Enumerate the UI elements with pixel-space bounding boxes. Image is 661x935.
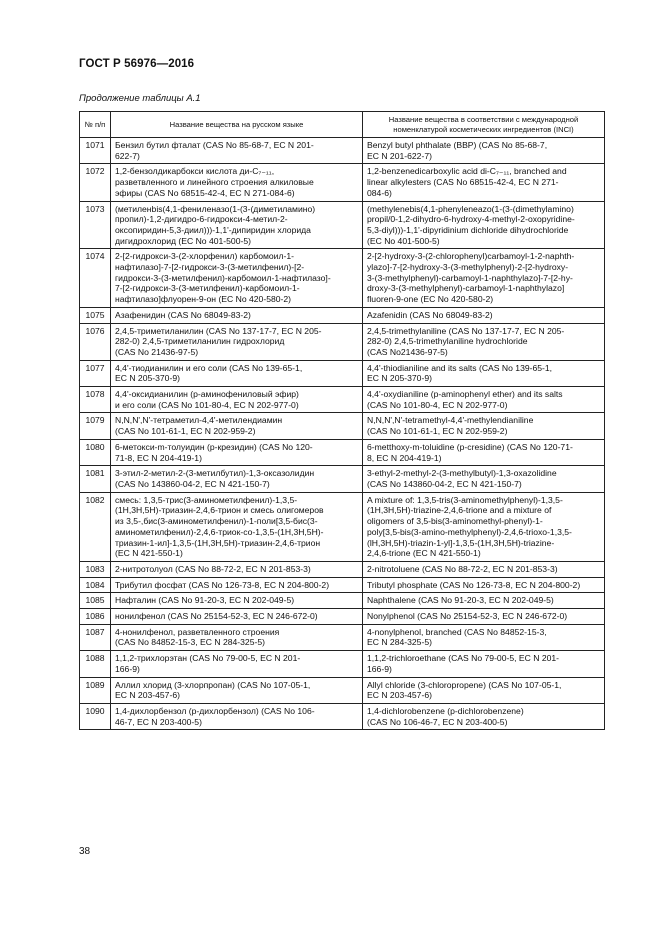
table-row [80,609,605,625]
russian-name: Нафталин (CAS No 91-20-3, EC N 202-049-5) [111,593,363,609]
table-row [80,439,605,465]
table-row [80,138,605,164]
inci-name: Tributyl phosphate (CAS No 126-73-8, EC N 204-800-2) [363,577,605,593]
page-number: 38 [79,846,91,857]
inci-name: A mixture of: 1,3,5-tris(3-aminomethylphenyl)-1,3,5- (1H,3H,5H)-triazine-2,4,6-trione and a mixture of oligomers of 3,5-bis(3-aminomethyl-phenyl)-1- poly[3,5-bis(3-amino-methylphenyl)-2,4,6-trioxo-1,3,5- (lH,3H,5H)-triazin-1-yl]-1,3,5-(1H,3H,5H)-triazine- 2,4,6-trione (EC N 421-550-1) [363,492,605,561]
substances-table [79,111,605,730]
russian-name: 2-[2-гидрокси-3-(2-хлорфенил) карбомоил-1- нафтилазо]-7-[2-гидрокси-3-(3-метилфенил)-[2- гидрокси-3-(3-метилфенил)-карбомоил-1-нафтилазо]- 7-[2-гидрокси-3-(3-метилфенил)-карбомоил-1- нафтилазо]флуорен-9-он (EC No 420-580-2) [111,249,363,308]
russian-name: Трибутил фосфат (CAS No 126-73-8, EC N 204-800-2) [111,577,363,593]
inci-name: (methylenebis(4,1-phenyleneazo(1-(3-(dimethylamino) propil/0-1,2-dihydro-6-hydroxy-4-methyl-2-oxopyridine- 5,3-diyl)))-1,1'-dipyridinium dichloride dihydrochloride (EC No 401-500-5) [363,201,605,249]
russian-name: Бензил бутил фталат (CAS No 85-68-7, EC N 201- 622-7) [111,138,363,164]
russian-name: Азафенидин (CAS No 68049-83-2) [111,307,363,323]
row-number: 1083 [80,561,111,577]
row-number: 1082 [80,492,111,561]
inci-name: 4-nonylphenol, branched (CAS No 84852-15-3, EC N 284-325-5) [363,624,605,650]
table-header-row [80,112,605,138]
russian-name: нонилфенол (CAS No 25154-52-3, EC N 246-672-0) [111,609,363,625]
inci-name: Nonylphenol (CAS No 25154-52-3, EC N 246-672-0) [363,609,605,625]
column-header-number: № п/п [80,112,111,138]
table-row [80,492,605,561]
inci-name: Benzyl butyl phthalate (BBP) (CAS No 85-68-7, EC N 201-622-7) [363,138,605,164]
russian-name: смесь: 1,3,5-трис(3-аминометилфенил)-1,3,5- (1Н,3Н,5Н)-триазин-2,4,6-трион и смесь олигомеров из 3,5-,бис(3-аминометилфенил)-1-поли[3,5-бис(3- аминометилфенил)-2,4,6-триок-со-1,3,5-(1Н,3Н,5Н)- триазин-1-ил]-1,3,5-(1Н,3Н,5Н)-триазин-2,4,6-трион (EC N 421-550-1) [111,492,363,561]
inci-name: 3-ethyl-2-methyl-2-(3-methylbutyl)-1,3-oxazolidine (CAS No 143860-04-2, EC N 421-150-7) [363,466,605,492]
russian-name: 4-нонилфенол, разветвленного строения (CAS No 84852-15-3, EC N 284-325-5) [111,624,363,650]
row-number: 1086 [80,609,111,625]
row-number: 1081 [80,466,111,492]
russian-name: (метиленbis(4,1-фениленазо(1-(3-(диметиламино) пропил)-1,2-дигидро-6-гидрокси-4-метил-2- оксопиридин-5,3-диил)))-1,1'-дипиридин хлорида дигидрохлорид (EC No 401-500-5) [111,201,363,249]
inci-name: 4,4'-oxydianiline (p-aminophenyl ether) and its salts (CAS No 101-80-4, EC N 202-977-0) [363,387,605,413]
inci-name: 2-[2-hydroxy-3-(2-chlorophenyl)carbamoyl-1-2-naphth- ylazo]-7-[2-hydroxy-3-(3-methylphenyl)-2-[2-hydroxy- 3-(3-methylphenyl)-carbamoyl-1-naphthylazo]-7-[2-hy- droxy-3-(3-methylphenyl)-carbamoyl-1-naphthylazo] fluoren-9-one (EC No 420-580-2) [363,249,605,308]
row-number: 1087 [80,624,111,650]
row-number: 1075 [80,307,111,323]
table-row [80,466,605,492]
row-number: 1079 [80,413,111,439]
table-row [80,413,605,439]
document-header: ГОСТ Р 56976—2016 [79,58,195,70]
russian-name: 2-нитротолуол (CAS No 88-72-2, EC N 201-853-3) [111,561,363,577]
row-number: 1076 [80,323,111,360]
russian-name: 6-метокси-m-толуидин (р-крезидин) (CAS No 120- 71-8, EC N 204-419-1) [111,439,363,465]
inci-name: 1,2-benzenedicarboxylic acid di-C₇₋₁₁, branched and linear alkylesters (CAS No 68515-42-4, EC N 271- 084-6) [363,164,605,201]
table-row [80,360,605,386]
inci-name: 4,4'-thiodianiline and its salts (CAS No 139-65-1, EC N 205-370-9) [363,360,605,386]
row-number: 1074 [80,249,111,308]
row-number: 1077 [80,360,111,386]
table-row [80,201,605,249]
table-row [80,387,605,413]
inci-name: 2,4,5-trimethylaniline (CAS No 137-17-7, EC N 205- 282-0) 2,4,5-trimethylaniline hydrochloride (CAS No21436-97-5) [363,323,605,360]
row-number: 1073 [80,201,111,249]
inci-name: Azafenidin (CAS No 68049-83-2) [363,307,605,323]
inci-name: Allyl chloride (3-chloropropene) (CAS No 107-05-1, EC N 203-457-6) [363,677,605,703]
inci-name: 2-nitrotoluene (CAS No 88-72-2, EC N 201-853-3) [363,561,605,577]
inci-name: Naphthalene (CAS No 91-20-3, EC N 202-049-5) [363,593,605,609]
table-row [80,164,605,201]
russian-name: 4,4'-тиодианилин и его соли (CAS No 139-65-1, EC N 205-370-9) [111,360,363,386]
inci-name: 1,4-dichlorobenzene (p-dichlorobenzene) (CAS No 106-46-7, EC N 203-400-5) [363,703,605,729]
russian-name: 4,4'-оксидианилин (р-аминофениловый эфир) и его соли (CAS No 101-80-4, EC N 202-977-0) [111,387,363,413]
table-row [80,323,605,360]
table-row [80,561,605,577]
row-number: 1072 [80,164,111,201]
russian-name: 1,1,2-трихлорэтан (CAS No 79-00-5, EC N 201- 166-9) [111,651,363,677]
table-row [80,703,605,729]
russian-name: 3-этил-2-метил-2-(3-метилбутил)-1,3-оксазолидин (CAS No 143860-04-2, EC N 421-150-7) [111,466,363,492]
table-row [80,677,605,703]
table-row [80,307,605,323]
inci-name: 6-metthoxy-m-toluidine (p-cresidine) (CAS No 120-71- 8, EC N 204-419-1) [363,439,605,465]
row-number: 1084 [80,577,111,593]
row-number: 1088 [80,651,111,677]
column-header-russian-name: Название вещества на русском языке [111,112,363,138]
russian-name: N,N,N',N'-тетраметил-4,4'-метилендиамин (CAS No 101-61-1, EC N 202-959-2) [111,413,363,439]
table-row [80,593,605,609]
russian-name: Аллил хлорид (3-хлорпропан) (CAS No 107-05-1, EC N 203-457-6) [111,677,363,703]
row-number: 1089 [80,677,111,703]
row-number: 1080 [80,439,111,465]
inci-name: N,N,N',N'-tetramethyl-4,4'-methylendianiline (CAS No 101-61-1, EC N 202-959-2) [363,413,605,439]
row-number: 1085 [80,593,111,609]
row-number: 1071 [80,138,111,164]
russian-name: 2,4,5-триметиланилин (CAS No 137-17-7, EC N 205- 282-0) 2,4,5-триметиланилин гидрохлорид (CAS No 21436-97-5) [111,323,363,360]
table-row [80,249,605,308]
column-header-inci-name: Название вещества в соответствии с международной номенклатурой косметических ингредиентов (INCI) [363,112,605,138]
table-row [80,651,605,677]
table-row [80,624,605,650]
row-number: 1078 [80,387,111,413]
inci-name: 1,1,2-trichloroethane (CAS No 79-00-5, EC N 201- 166-9) [363,651,605,677]
table-row [80,577,605,593]
russian-name: 1,4-дихлорбензол (р-дихлорбензол) (CAS No 106- 46-7, EC N 203-400-5) [111,703,363,729]
row-number: 1090 [80,703,111,729]
table-caption: Продолжение таблицы А.1 [79,93,201,104]
russian-name: 1,2-бензолдикарбокси кислота ди-C₇₋₁₁, разветвленного и линейного строения алкиловые эфиры (CAS No 68515-42-4, EC N 271-084-6) [111,164,363,201]
